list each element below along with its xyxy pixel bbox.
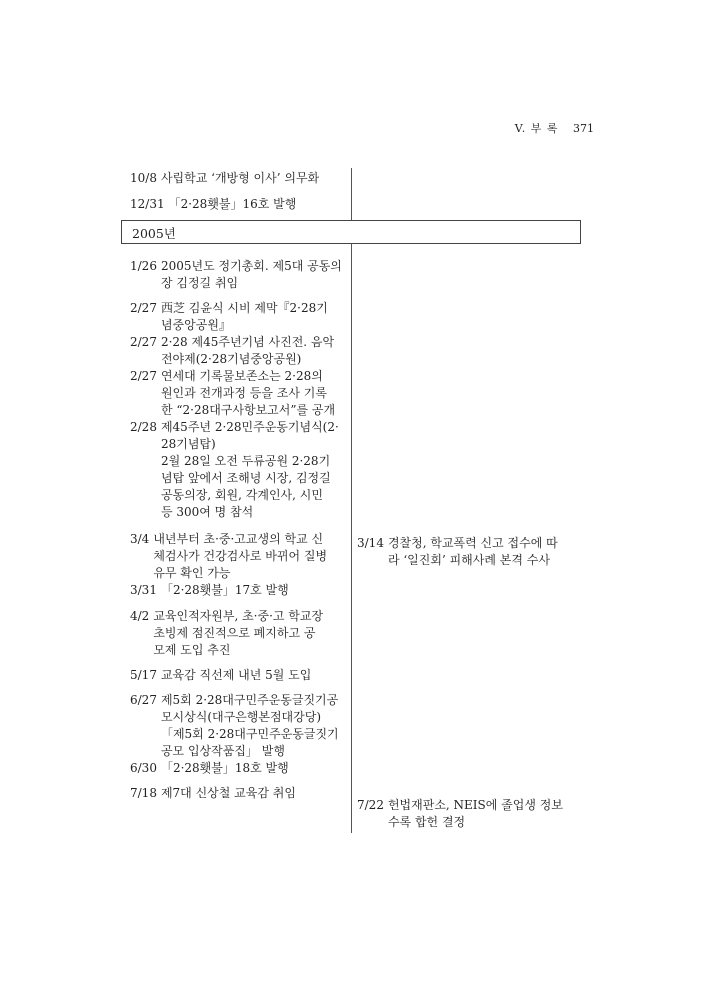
entry-text [161, 300, 348, 334]
entry-line: 라 ‘일진회’ 피해사례 본격 수사 [387, 553, 550, 567]
entry-line: 2·28 제45주년기념 사진전. 음악 [160, 335, 335, 349]
timeline-entry [130, 334, 348, 368]
entry-line: 유무 확인 가능 [153, 566, 231, 580]
timeline-entry [130, 196, 348, 213]
entry-line: 제5회 2·28대구민주운동글짓기공 [160, 693, 339, 707]
entry-date: 10/8 [130, 171, 157, 185]
entry-line: 2005년도 정기총회. 제5대 공동의 [160, 259, 342, 273]
entry-date: 1/26 [130, 259, 157, 273]
entry-date: 2/27 [130, 369, 157, 383]
entry-date: 2/28 [130, 420, 157, 434]
entry-line: 2월 28일 오전 두류공원 2·28기 [160, 454, 331, 468]
timeline-entry [130, 608, 348, 659]
entry-line: 제45주년 2·28민주운동기념식(2· [160, 420, 339, 434]
entry-date: 3/4 [130, 532, 150, 546]
timeline-entry [130, 419, 348, 521]
entry-line: 「2·28횃불」17호 발행 [160, 583, 289, 597]
entry-date: 2/27 [130, 301, 157, 315]
entry-line: 등 300여 명 참석 [160, 505, 254, 519]
entry-line: 한 “2·28대구사항보고서”를 공개 [160, 403, 336, 417]
entry-line: 념중앙공원』 [160, 318, 231, 332]
entry-line: 내년부터 초·중·고교생의 학교 신 [153, 532, 324, 546]
entry-text [153, 608, 348, 659]
entry-date: 3/14 [357, 536, 384, 550]
entry-text: 사립학교 ‘개방형 이사’ 의무화 [160, 171, 320, 185]
entry-text [161, 785, 348, 802]
timeline-entry [130, 760, 348, 777]
entry-text [153, 531, 348, 582]
timeline-entry [130, 667, 348, 684]
timeline-entry [130, 582, 348, 599]
entry-line: 헌법재판소, NEIS에 졸업생 정보 [387, 798, 563, 812]
entry-line: 장 김정길 취임 [160, 276, 239, 290]
entry-line: 「2·28횃불」18호 발행 [160, 761, 289, 775]
entry-text [161, 334, 348, 368]
timeline-entry [130, 368, 348, 419]
entry-text [161, 419, 348, 521]
top-left-column [130, 170, 348, 213]
entry-date: 3/31 [130, 583, 157, 597]
entry-line: 수록 합헌 결정 [387, 815, 466, 829]
entry-line: 원인과 전개과정 등을 조사 기록 [160, 386, 327, 400]
entry-date: 7/22 [357, 798, 384, 812]
timeline-entry [357, 535, 585, 569]
entry-text [388, 797, 585, 831]
timeline-entry [130, 170, 348, 187]
entry-line: 공동의장, 회원, 각계인사, 시민 [160, 488, 323, 502]
entry-text: 「2·28횃불」16호 발행 [168, 197, 297, 211]
timeline-entry [130, 531, 348, 582]
right-column-entry-2 [357, 797, 585, 831]
year-heading-box [121, 220, 581, 244]
column-divider-main [351, 243, 352, 833]
entry-line: 전야제(2·28기념중앙공원) [160, 352, 302, 366]
entry-date: 5/17 [130, 668, 157, 682]
entry-line: 경찰청, 학교폭력 신고 접수에 따 [387, 536, 558, 550]
timeline-entry [130, 692, 348, 760]
entry-line: 교육감 직선제 내년 5월 도입 [160, 668, 312, 682]
entry-line: 「제5회 2·28대구민주운동글짓기 [160, 727, 339, 741]
timeline-entry [130, 785, 348, 802]
entry-text [161, 368, 348, 419]
column-divider-top [351, 168, 352, 220]
entry-date: 7/18 [130, 786, 157, 800]
section-title: V. 부 록 [514, 122, 559, 135]
entry-date: 2/27 [130, 335, 157, 349]
entry-line: 초빙제 점진적으로 폐지하고 공 [153, 626, 316, 640]
timeline-entry [357, 797, 585, 831]
entry-text [161, 258, 348, 292]
entry-line: 공모 입상작품집」 발행 [160, 744, 285, 758]
right-column-entry-1 [357, 535, 585, 569]
entry-date: 6/27 [130, 693, 157, 707]
entry-text [161, 582, 348, 599]
timeline-entry [130, 300, 348, 334]
left-column [130, 258, 348, 802]
entry-text [161, 692, 348, 760]
entry-text [388, 535, 585, 569]
entry-date: 6/30 [130, 761, 157, 775]
running-header [515, 120, 594, 136]
entry-line: 모제 도입 추진 [153, 643, 231, 657]
entry-line: 연세대 기록물보존소는 2·28의 [160, 369, 323, 383]
page-number: 371 [573, 122, 594, 135]
entry-line: 모시상식(대구은행본점대강당) [160, 710, 322, 724]
entry-line: 념탑 앞에서 조해녕 시장, 김정길 [160, 471, 331, 485]
entry-date: 12/31 [130, 197, 165, 211]
entry-text [161, 667, 348, 684]
year-heading: 2005년 [132, 226, 176, 241]
entry-line: 교육인적자원부, 초·중·고 학교장 [153, 609, 324, 623]
entry-line: 西芝 김윤식 시비 제막『2·28기 [160, 301, 328, 315]
entry-date: 4/2 [130, 609, 150, 623]
entry-line: 제7대 신상철 교육감 취임 [160, 786, 296, 800]
timeline-entry [130, 258, 348, 292]
entry-line: 28기념탑) [160, 437, 216, 451]
entry-line: 체검사가 건강검사로 바뀌어 질병 [153, 549, 328, 563]
entry-text [161, 760, 348, 777]
